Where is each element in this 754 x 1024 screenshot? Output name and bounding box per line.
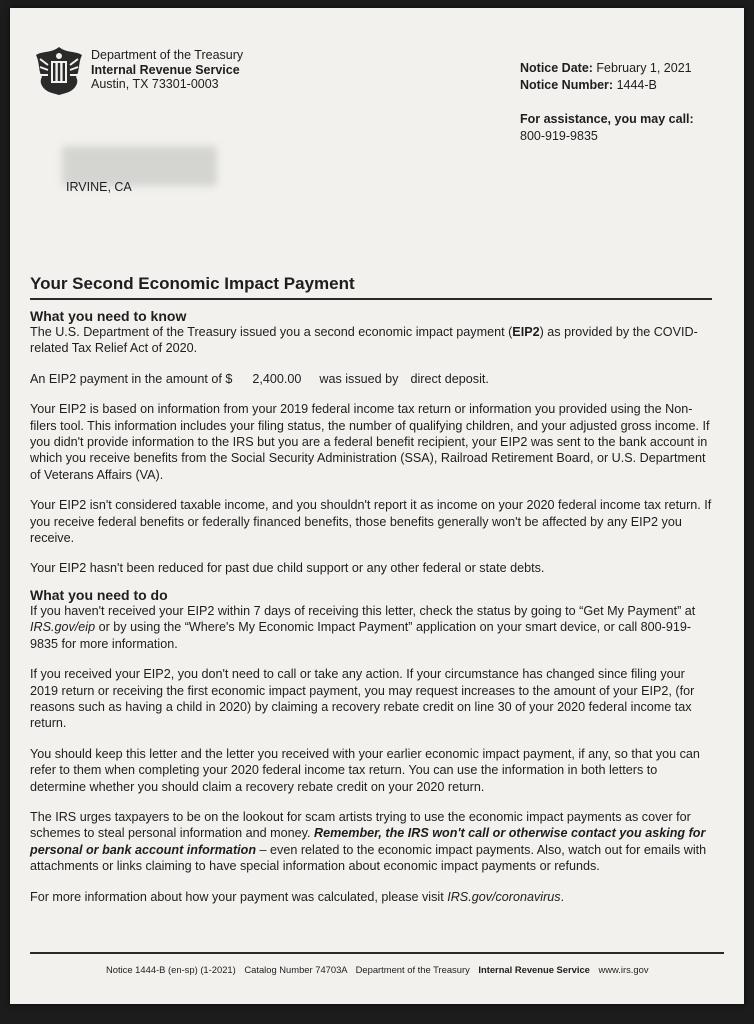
notice-date-label: Notice Date:	[520, 61, 593, 75]
irs-eagle-logo-icon	[34, 45, 84, 97]
section-heading-need-to-do: What you need to do	[30, 586, 168, 603]
recipient-city: IRVINE, CA	[66, 180, 132, 194]
received-paragraph: If you received your EIP2, you don't need to call or take any action. If your circumstance has changed since filing your 2019 return or receiving the first economic impact payment, you may request increases to the amount of your EIP2, (for reasons such as having a child in 2020) by claiming a recovery rebate credit on line 30 of your 2020 federal income tax return.	[30, 667, 695, 731]
footer-url: www.irs.gov	[598, 964, 649, 975]
footer-dept: Department of the Treasury	[355, 964, 470, 975]
taxable-paragraph: Your EIP2 isn't considered taxable income, and you shouldn't report it as income on your 2020 federal income tax return. If you receive federal benefits or federally financed benefits, those benefits generally won't be affected by any EIP2 you receive.	[30, 498, 712, 546]
notice-info	[520, 60, 692, 94]
more-info-paragraph: For more information about how your payment was calculated, please visit IRS.gov/coronavirus.	[30, 889, 565, 904]
intro-paragraph: The U.S. Department of the Treasury issued you a second economic impact payment (EIP2) as provided by the COVID-related Tax Relief Act of 2020.	[30, 325, 698, 356]
keep-letter-paragraph: You should keep this letter and the letter you received with your earlier economic impact payment, if any, so that you can refer to them when completing your 2020 federal income tax return. You can use the information in both letters to determine whether you should claim a recovery rebate credit on your 2020 return.	[30, 746, 700, 794]
letter-body	[30, 308, 716, 919]
assistance-block	[520, 111, 694, 145]
irs-letter	[10, 8, 744, 1004]
assistance-label: For assistance, you may call:	[520, 112, 694, 126]
footer-catalog: Catalog Number 74703A	[244, 964, 348, 975]
footer	[106, 964, 649, 975]
agency-city: Austin, TX 73301-0003	[91, 77, 219, 91]
todo-paragraph: If you haven't received your EIP2 within 7 days of receiving this letter, check the status by going to “Get My Payment” at IRS.gov/eip or by using the “Where's My Economic Impact Payment” application on your smart device, or call 800-919-9835 for more information.	[30, 603, 696, 651]
irs-eip-link: IRS.gov/eip	[30, 620, 96, 635]
agency-department: Department of the Treasury	[91, 48, 244, 62]
section-heading-need-to-know: What you need to know	[30, 308, 187, 324]
footer-notice: Notice 1444-B (en-sp) (1-2021)	[106, 964, 236, 975]
payment-amount-line	[30, 371, 716, 387]
reduced-paragraph: Your EIP2 hasn't been reduced for past due child support or any other federal or state debts.	[30, 561, 545, 576]
notice-number-value: 1444-B	[616, 78, 657, 92]
agency-address	[91, 48, 243, 92]
footer-irs: Internal Revenue Service	[478, 964, 590, 975]
amount-mid: was issued by	[319, 371, 399, 386]
notice-date-value: February 1, 2021	[596, 61, 692, 75]
notice-number-label: Notice Number:	[520, 78, 614, 92]
basis-paragraph: Your EIP2 is based on information from your 2019 federal income tax return or information you provided using the Non-filers tool. This information includes your filing status, the number of qualifying children, and your adjusted gross income. If you didn't provide information to the IRS but you are a federal benefit recipient, your EIP2 was sent to the bank account in which you receive benefits from the Social Security Administration (SSA), Railroad Retirement Board, or U.S. Department of Veterans Affairs (VA).	[30, 402, 710, 482]
agency-irs: Internal Revenue Service	[91, 62, 240, 77]
footer-divider	[30, 952, 724, 954]
amount-prefix: An EIP2 payment in the amount of $	[30, 371, 233, 386]
scam-warning-paragraph: The IRS urges taxpayers to be on the lookout for scam artists trying to use the economic impact payments as cover for schemes to steal personal information and money. Remember, the IRS won't call or otherwise contact you asking for personal or bank account information – even related to the economic impact payments. Also, watch out for emails with attachments or links claiming to have special information about economic impact payments or refunds.	[30, 809, 707, 874]
assistance-phone: 800-919-9835	[520, 129, 598, 143]
letter-title: Your Second Economic Impact Payment	[30, 274, 712, 300]
payment-amount: 2,400.00	[252, 371, 302, 386]
irs-coronavirus-link: IRS.gov/coronavirus	[447, 889, 561, 904]
payment-method: direct deposit.	[410, 371, 489, 386]
